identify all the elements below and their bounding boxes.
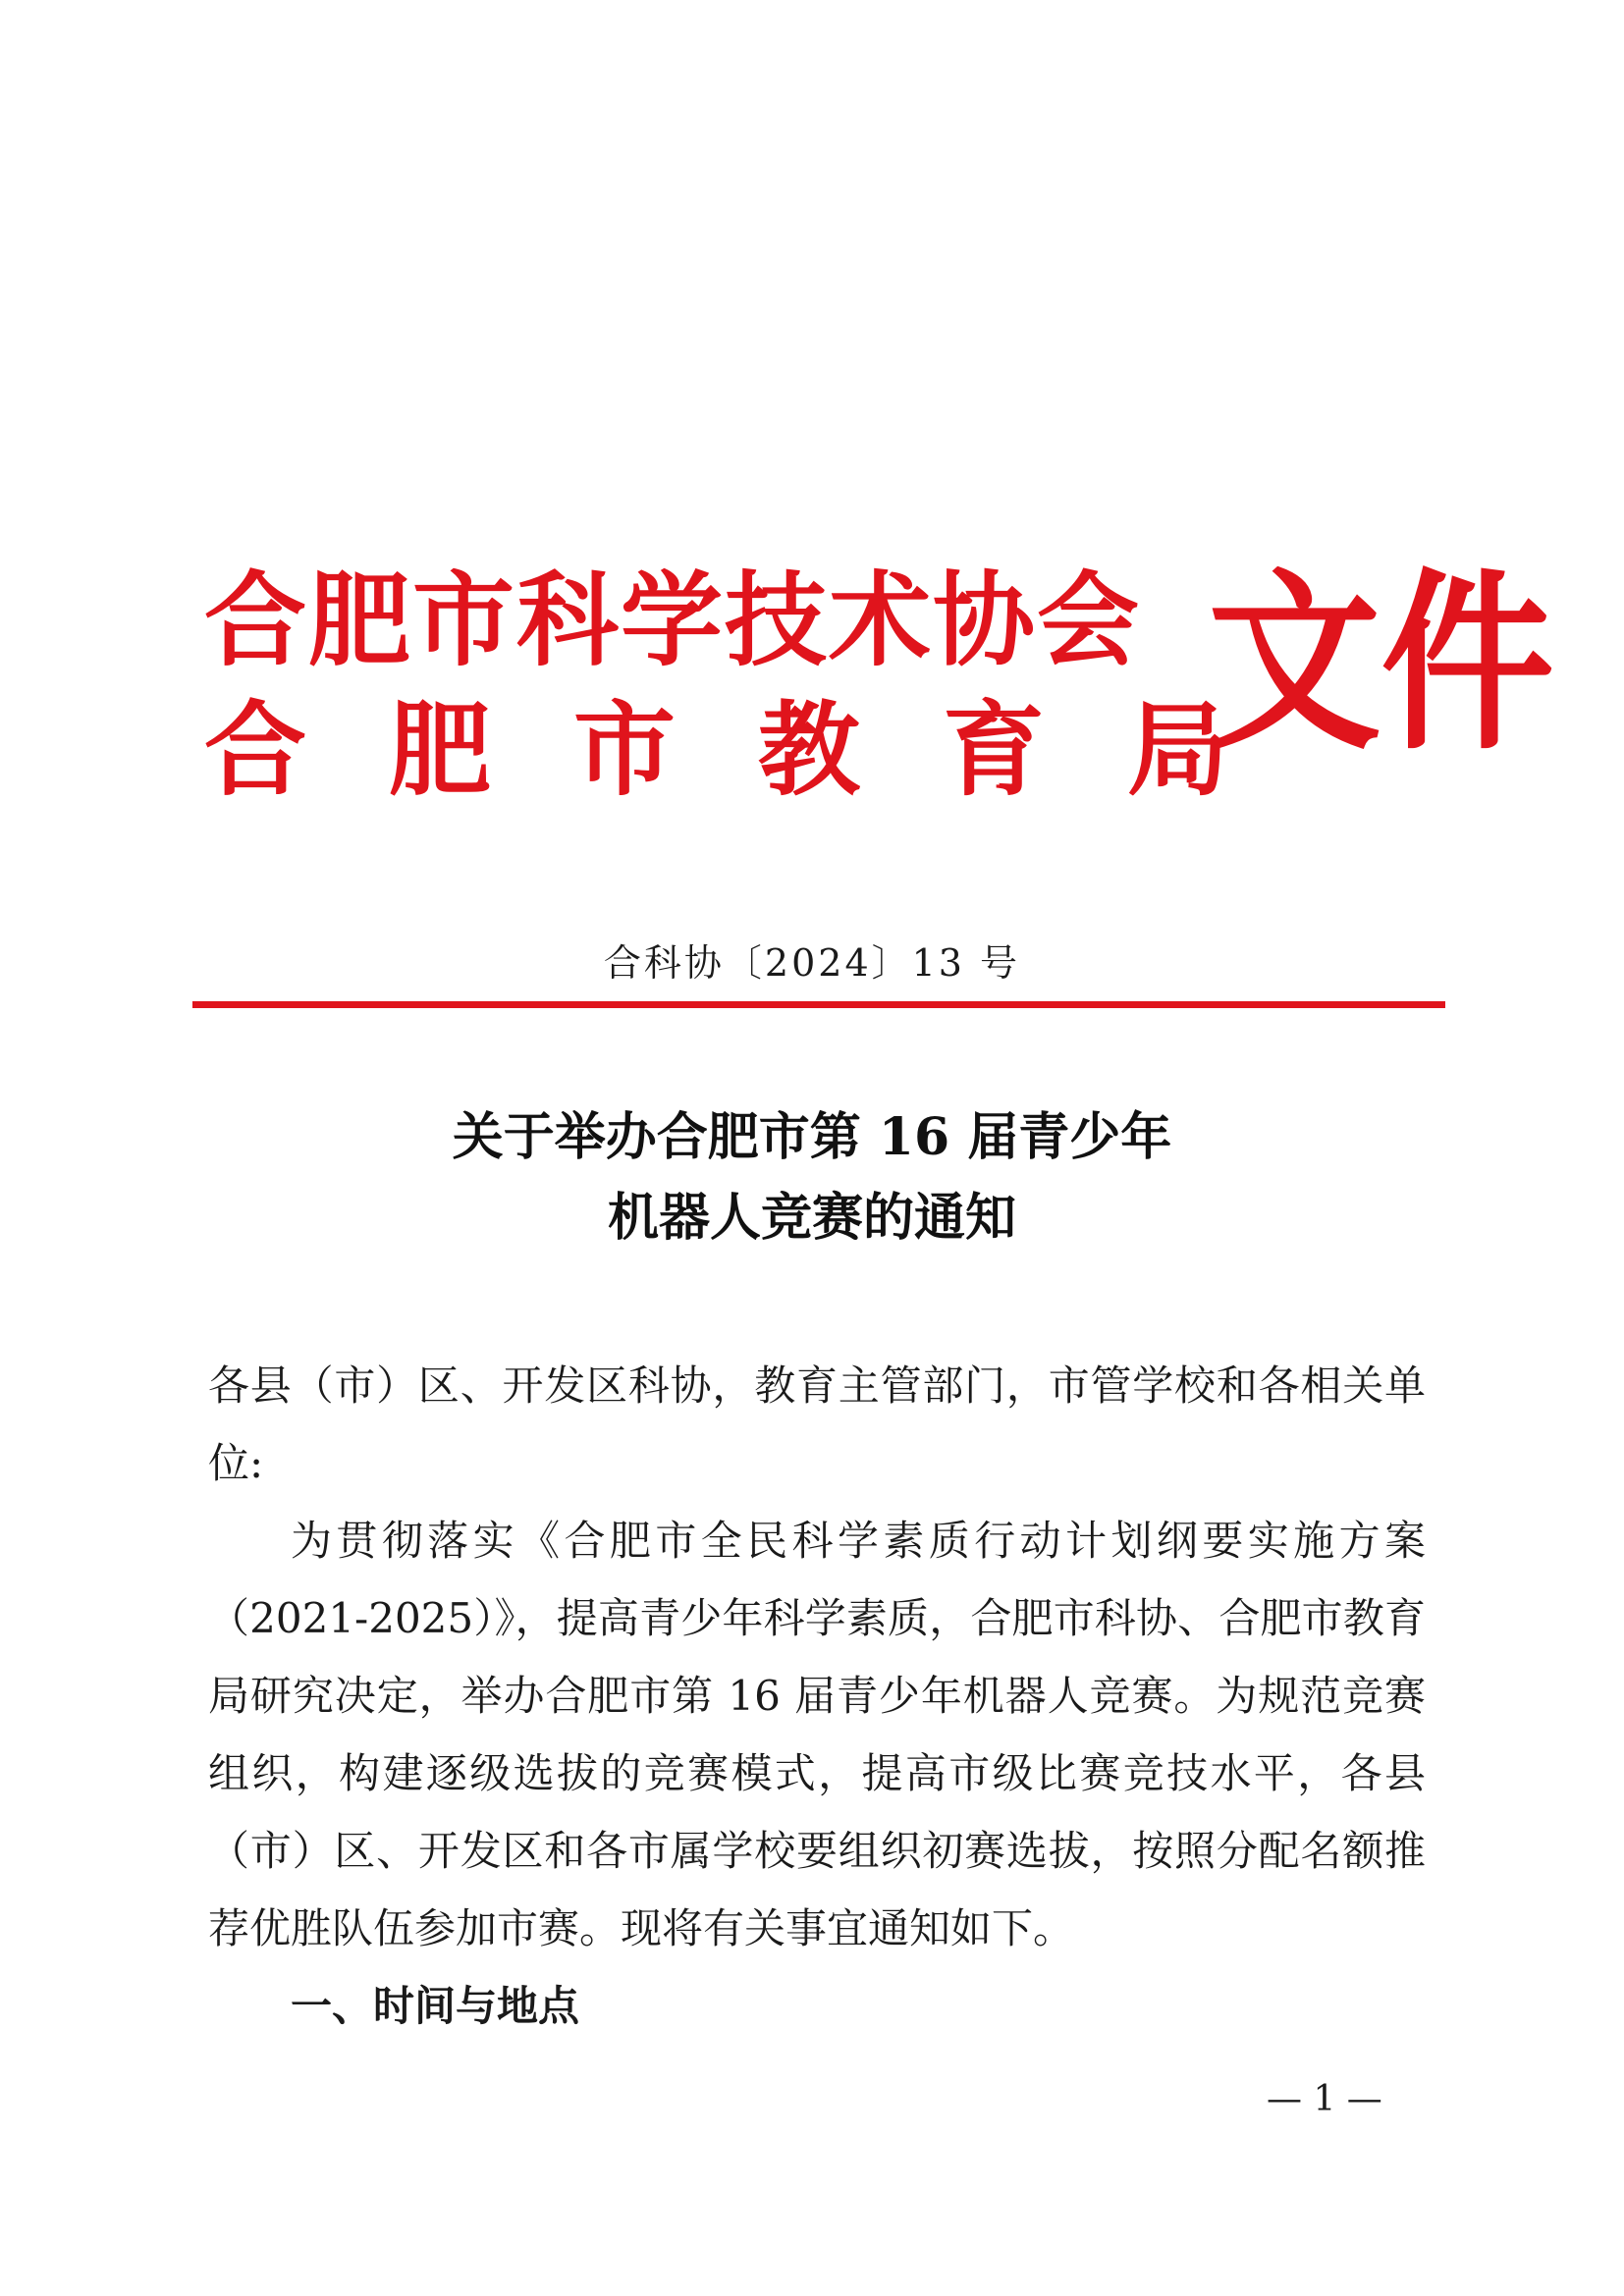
file-word: 文件: [1208, 551, 1554, 776]
title-line-2: 机器人竞赛的通知: [607, 1188, 1016, 1248]
document-header: [204, 550, 1554, 834]
salutation: 各县（市）区、开发区科协，教育主管部门，市管学校和各相关单位:: [208, 1362, 1426, 1487]
section-heading-1: 一、时间与地点: [291, 1982, 580, 2030]
document-number: 合科协〔2024〕13 号: [603, 941, 1021, 985]
title-line-1: 关于举办合肥市第 16 届青少年: [452, 1107, 1172, 1167]
document-title: [0, 1097, 1624, 1258]
red-divider-line: [192, 1001, 1445, 1008]
document-body: [208, 1347, 1426, 2045]
issuing-org-line-1: 合肥市科学技术协会: [204, 561, 1142, 680]
issuing-org-line-2: 合肥市教育局: [204, 690, 1313, 810]
body-paragraph-1: 为贯彻落实《合肥市全民科学素质行动计划纲要实施方案（2021-2025）》，提高青少年科学素质，合肥市科协、合肥市教育局研究决定，举办合肥市第 16 届青少年机器人竞赛。为规范竞赛组织，构建逐级选拔的竞赛模式，提高市级比赛竞技水平，各县（市）区、开发区和各市属学校要组织初赛选拔，按照分配名额推荐优胜队伍参加市赛。现将有关事宜通知如下。: [208, 1517, 1426, 1952]
page-number: — 1 —: [1267, 2079, 1382, 2119]
